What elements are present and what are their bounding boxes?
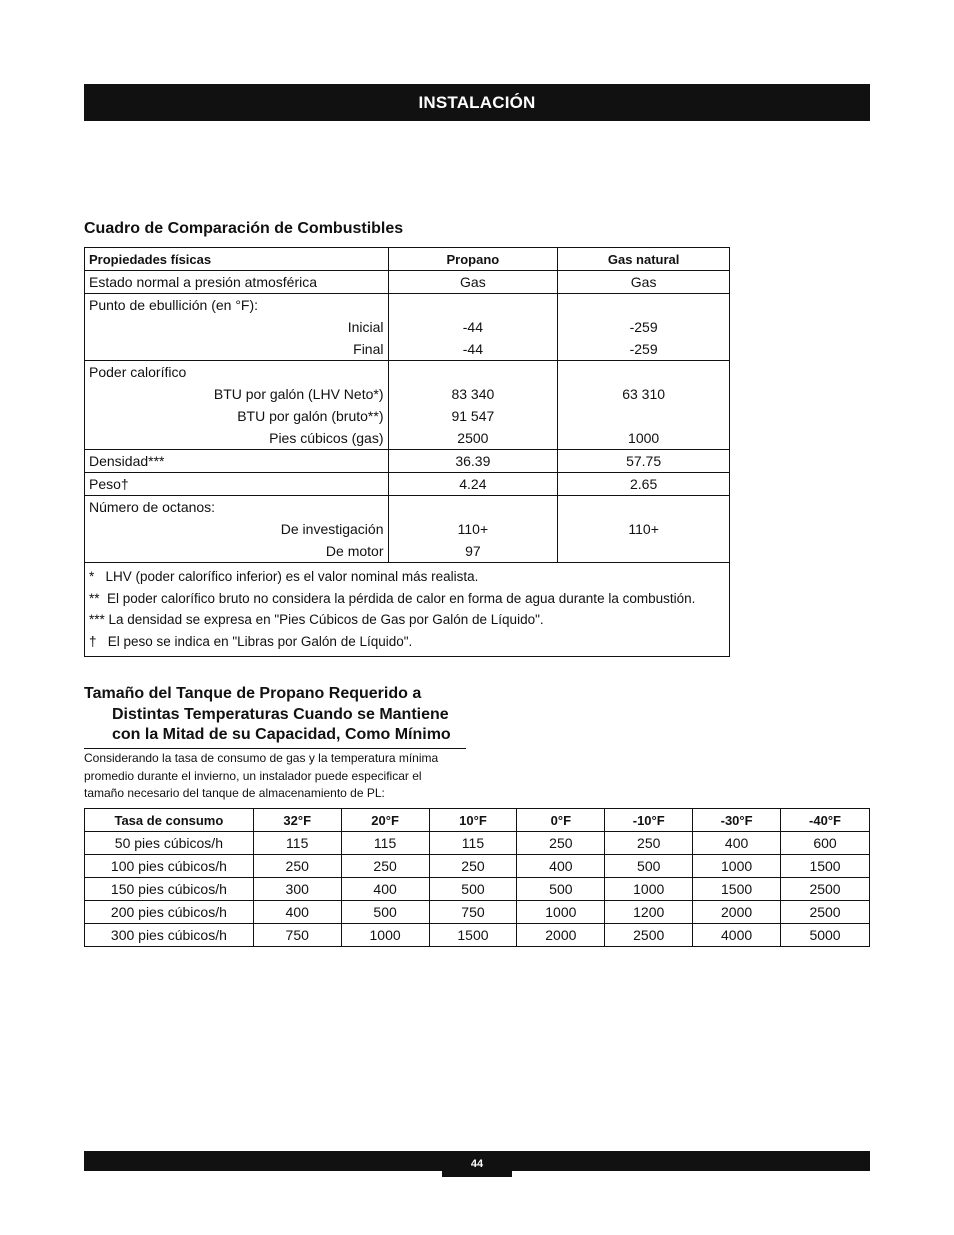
table-header-row <box>85 248 730 271</box>
propano-cell <box>388 294 558 361</box>
propano-value: Gas <box>388 271 558 294</box>
propano-value: 2500 <box>457 430 489 446</box>
table-row <box>85 450 730 473</box>
tank-size-cell: 250 <box>341 855 429 878</box>
consumption-rate-cell: 100 pies cúbicos/h <box>85 855 254 878</box>
column-header: -30°F <box>693 809 781 832</box>
tank-size-cell: 250 <box>605 832 693 855</box>
column-header: 20°F <box>341 809 429 832</box>
tank-size-cell: 115 <box>341 832 429 855</box>
tank-table-body <box>85 832 870 947</box>
row-label: Peso† <box>85 473 389 496</box>
tank-size-cell: 1200 <box>605 901 693 924</box>
table-row <box>85 294 730 361</box>
propano-value: 97 <box>465 543 481 559</box>
notes-row <box>85 563 730 657</box>
propano-value: -44 <box>462 319 483 335</box>
column-header: 10°F <box>429 809 517 832</box>
gas-natural-value: -259 <box>629 341 658 357</box>
gas-natural-cell <box>558 496 730 563</box>
tank-size-cell: 1000 <box>517 901 605 924</box>
row-sublabel: Inicial <box>347 319 384 335</box>
footnote: * LHV (poder calorífico inferior) es el valor nominal más realista. <box>89 569 479 584</box>
row-group-cell <box>85 294 389 361</box>
column-header: Propiedades físicas <box>85 248 389 271</box>
tank-size-cell: 750 <box>429 901 517 924</box>
row-group-cell <box>85 496 389 563</box>
row-sublabel: BTU por galón (bruto**) <box>237 408 384 424</box>
consumption-rate-cell: 150 pies cúbicos/h <box>85 878 254 901</box>
column-header: 0°F <box>517 809 605 832</box>
fuel-comparison-table <box>84 247 730 657</box>
tank-section-title <box>84 684 466 749</box>
propano-value: 91 547 <box>451 408 495 424</box>
title-line: Distintas Temperaturas Cuando se Mantiene <box>112 705 449 723</box>
propano-value: 83 340 <box>451 386 495 402</box>
footnote: † El peso se indica en "Libras por Galón de Líquido". <box>89 633 413 649</box>
propano-value: 110+ <box>457 521 489 537</box>
propano-value: 4.24 <box>388 473 558 496</box>
tank-size-cell: 2500 <box>781 878 870 901</box>
tank-size-cell: 500 <box>517 878 605 901</box>
fuel-chart-title: Cuadro de Comparación de Combustibles <box>84 220 404 237</box>
gas-natural-value: Gas <box>558 271 730 294</box>
tank-size-table <box>84 808 870 947</box>
tank-description: Considerando la tasa de consumo de gas y la temperatura mínima promedio durante el invierno, un instalador puede especificar el tamaño necesario del tanque de almacenamiento de PL: <box>84 751 439 800</box>
row-group-cell <box>85 361 389 450</box>
propano-cell <box>388 496 558 563</box>
tank-size-cell: 1500 <box>429 924 517 947</box>
gas-natural-value: -259 <box>629 319 658 335</box>
tank-size-cell: 2500 <box>605 924 693 947</box>
tank-size-cell: 250 <box>429 855 517 878</box>
gas-natural-value: 63 310 <box>622 386 666 402</box>
propano-value: 36.39 <box>388 450 558 473</box>
footnote: *** La densidad se expresa en "Pies Cúbicos de Gas por Galón de Líquido". <box>89 612 544 627</box>
page-number: 44 <box>442 1151 512 1177</box>
row-label: Poder calorífico <box>89 364 187 380</box>
column-header: Tasa de consumo <box>85 809 254 832</box>
gas-natural-value: 1000 <box>628 430 660 446</box>
gas-natural-cell <box>558 294 730 361</box>
tank-size-cell: 1000 <box>341 924 429 947</box>
tank-size-cell: 1500 <box>781 855 870 878</box>
tank-size-cell: 4000 <box>693 924 781 947</box>
tank-size-cell: 400 <box>341 878 429 901</box>
footnotes-cell <box>85 563 730 657</box>
table-row <box>85 473 730 496</box>
consumption-rate-cell: 300 pies cúbicos/h <box>85 924 254 947</box>
column-header: Propano <box>388 248 558 271</box>
propano-cell <box>388 361 558 450</box>
gas-natural-value: 57.75 <box>558 450 730 473</box>
tank-size-cell: 115 <box>253 832 341 855</box>
tank-size-cell: 115 <box>429 832 517 855</box>
column-header: 32°F <box>253 809 341 832</box>
tank-size-cell: 400 <box>517 855 605 878</box>
tank-size-cell: 600 <box>781 832 870 855</box>
tank-size-cell: 250 <box>253 855 341 878</box>
table-row <box>85 832 870 855</box>
table-row <box>85 878 870 901</box>
tank-size-cell: 250 <box>517 832 605 855</box>
tank-size-cell: 2000 <box>517 924 605 947</box>
row-sublabel: De motor <box>325 543 384 559</box>
row-sublabel: Final <box>353 341 384 357</box>
title-line: con la Mitad de su Capacidad, Como Mínimo <box>112 726 451 743</box>
tank-size-cell: 400 <box>253 901 341 924</box>
tank-size-cell: 1500 <box>693 878 781 901</box>
table-row <box>85 361 730 450</box>
tank-size-cell: 5000 <box>781 924 870 947</box>
gas-natural-cell <box>558 361 730 450</box>
gas-natural-value <box>562 540 725 562</box>
table-header-row <box>85 809 870 832</box>
table-row <box>85 901 870 924</box>
gas-natural-value: 110+ <box>628 521 659 537</box>
column-header: -40°F <box>781 809 870 832</box>
tank-size-cell: 1000 <box>693 855 781 878</box>
row-label: Punto de ebullición (en °F): <box>89 297 259 313</box>
tank-size-cell: 400 <box>693 832 781 855</box>
section-title: INSTALACIÓN <box>418 92 536 112</box>
table-row <box>85 496 730 563</box>
tank-size-cell: 750 <box>253 924 341 947</box>
tank-size-cell: 2000 <box>693 901 781 924</box>
tank-size-cell: 500 <box>605 855 693 878</box>
row-label: Densidad*** <box>85 450 389 473</box>
table-row <box>85 855 870 878</box>
tank-size-cell: 500 <box>341 901 429 924</box>
row-sublabel: Pies cúbicos (gas) <box>269 430 384 446</box>
row-label: Estado normal a presión atmosférica <box>85 271 389 294</box>
tank-size-cell: 300 <box>253 878 341 901</box>
column-header: -10°F <box>605 809 693 832</box>
tank-size-cell: 1000 <box>605 878 693 901</box>
gas-natural-value: 2.65 <box>558 473 730 496</box>
row-sublabel: De investigación <box>280 521 384 537</box>
row-label: Número de octanos: <box>89 499 216 515</box>
column-header: Gas natural <box>558 248 730 271</box>
table-row <box>85 271 730 294</box>
propano-value: -44 <box>462 341 483 357</box>
gas-natural-value <box>562 405 725 427</box>
consumption-rate-cell: 200 pies cúbicos/h <box>85 901 254 924</box>
row-sublabel: BTU por galón (LHV Neto*) <box>213 386 384 402</box>
tank-size-cell: 500 <box>429 878 517 901</box>
title-line: Tamaño del Tanque de Propano Requerido a <box>84 685 422 702</box>
consumption-rate-cell: 50 pies cúbicos/h <box>85 832 254 855</box>
tank-size-cell: 2500 <box>781 901 870 924</box>
table-row <box>85 924 870 947</box>
footnote: ** El poder calorífico bruto no considera la pérdida de calor en forma de agua durante la combustión. <box>89 590 696 606</box>
section-header-bar <box>84 84 870 121</box>
